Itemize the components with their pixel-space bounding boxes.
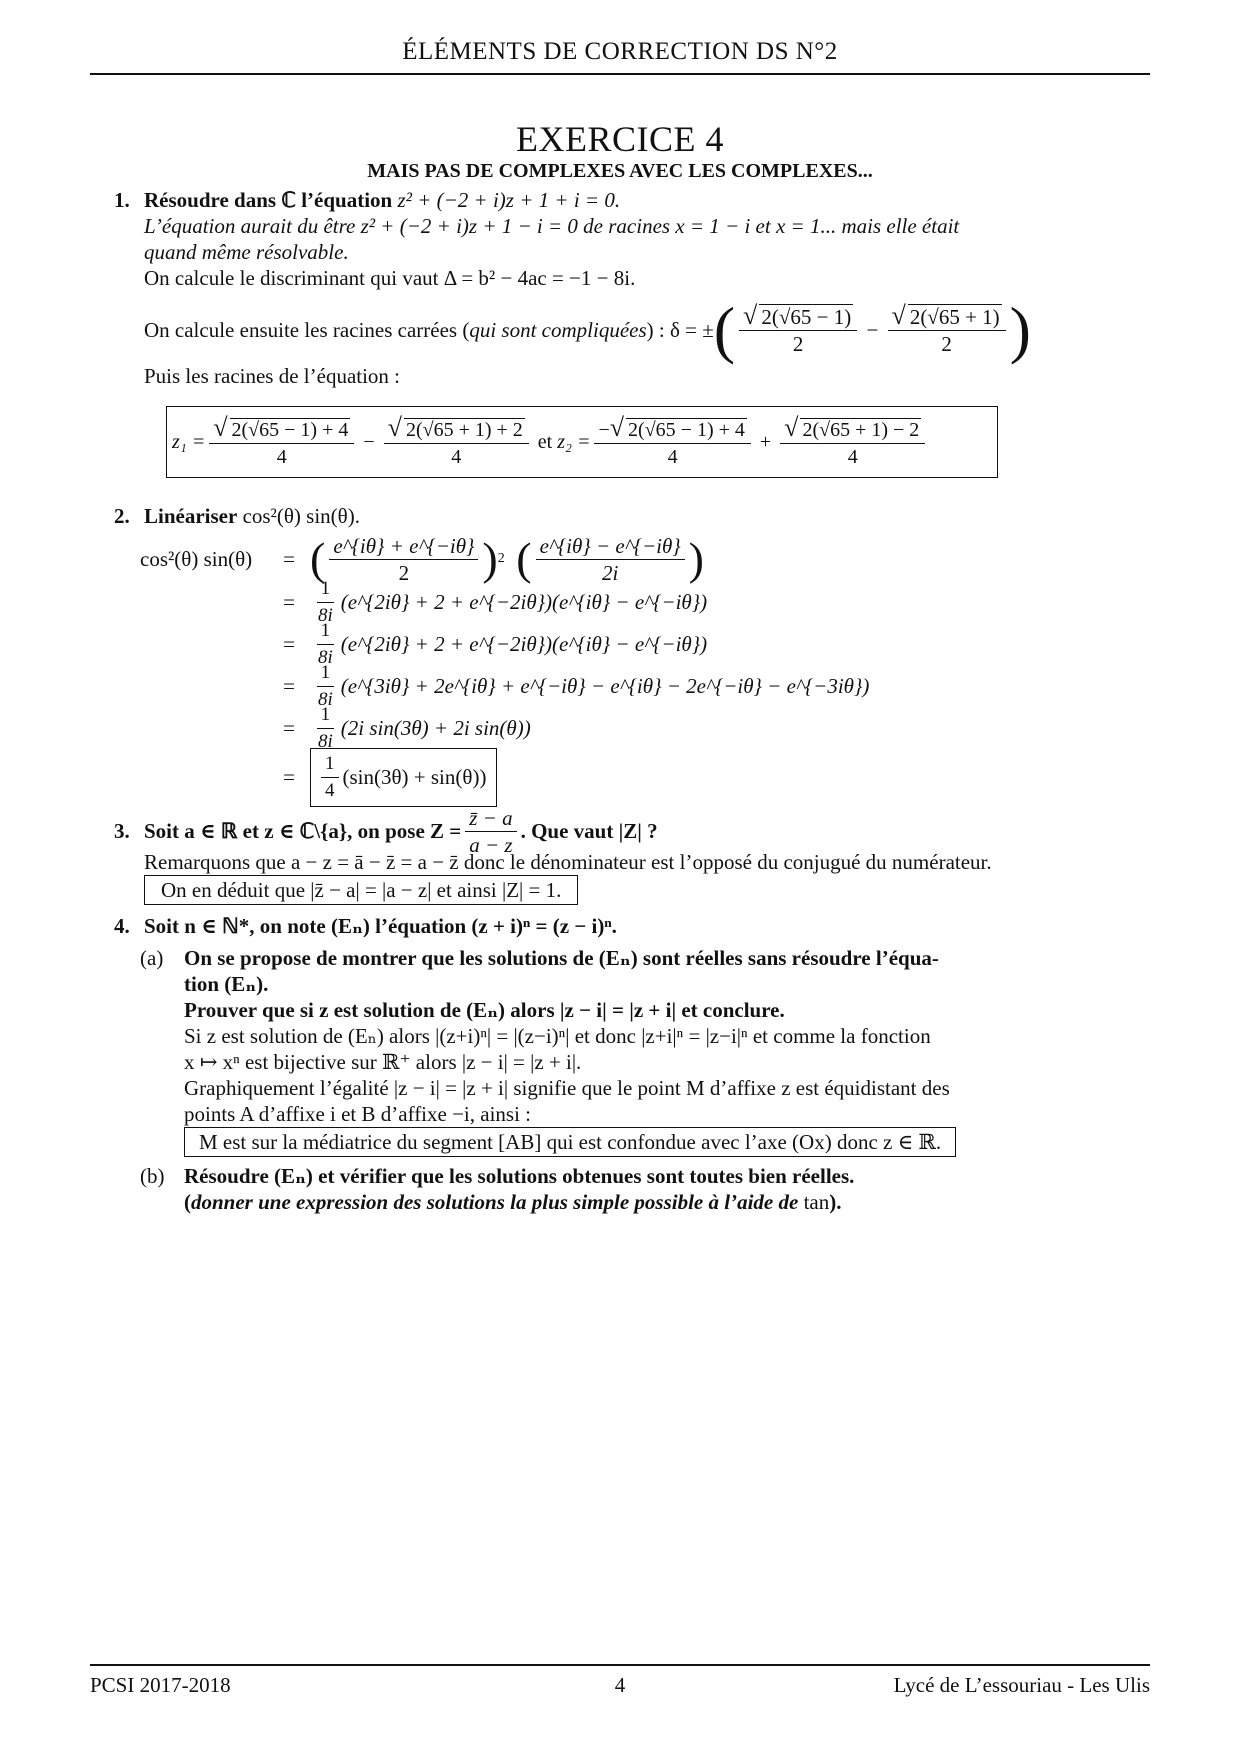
exercise-subtitle: MAIS PAS DE COMPLEXES AVEC LES COMPLEXES... bbox=[367, 160, 873, 182]
exercise-title: EXERCICE 4 bbox=[516, 119, 724, 159]
z1-fraction-2: $\frac{√ 2(√65 + 1) + 2}{4}$ bbox=[384, 415, 529, 470]
q3-conclusion-box: On en déduit que |z̄ − a| = |a − z| et ainsi |Z| = 1. bbox=[144, 876, 578, 904]
page bbox=[90, 0, 1150, 1754]
z1-fraction-1: $\frac{√ 2(√65 - 1) + 4}{4}$ bbox=[209, 415, 354, 470]
q1-note-line1: L’équation aurait du être z² + (−2 + i)z + 1 − i = 0 de racines x = 1 − i et x = 1... mais elle était bbox=[144, 214, 960, 238]
q2-final-box: $\frac{1}{4}$ (sin(3θ) + sin(θ)) bbox=[310, 748, 497, 807]
q4b-line2: (donner une expression des solutions la plus simple possible à l’aide de tan). bbox=[184, 1190, 842, 1214]
q4b-line1: (b) Résoudre (Eₙ) et vérifier que les solutions obtenues sont toutes bien réelles. bbox=[140, 1164, 855, 1188]
q4-statement: 4. Soit n ∈ ℕ*, on note (Eₙ) l’équation (z + i)ⁿ = (z − i)ⁿ. bbox=[114, 914, 617, 938]
q3-remark: Remarquons que a − z = ā − z̄ = a − z̄ donc le dénominateur est l’opposé du conjugué du numérateur. bbox=[144, 850, 992, 874]
q3-statement: 3. Soit a ∈ ℝ et z ∈ ℂ\{a}, on pose Z = $\frac{z̄ - a}{a - z}$ . Que vaut |Z| ? bbox=[114, 805, 658, 857]
q4a-line1: (a) On se propose de montrer que les solutions de (Eₙ) sont réelles sans résoudre l’équa- bbox=[140, 946, 939, 970]
q1-then: Puis les racines de l’équation : bbox=[144, 364, 401, 388]
footer-rule bbox=[90, 1664, 1150, 1666]
delta-fraction-2: $\frac{√ 2(√65 + 1)}{2}$ bbox=[888, 303, 1006, 357]
footer-page-number: 4 bbox=[614, 1673, 626, 1697]
z2-fraction-2: $\frac{√ 2(√65 + 1) - 2}{4}$ bbox=[780, 415, 925, 470]
q1-discriminant: On calcule le discriminant qui vaut Δ = b² − 4ac = −1 − 8i. bbox=[144, 266, 636, 290]
q4a-answer2: x ↦ xⁿ est bijective sur ℝ⁺ alors |z − i| = |z + i|. bbox=[184, 1050, 582, 1074]
q1-roots: z₁ = $\frac{√ 2(√65 - 1) + 4}{4}$ − $\frac{√ 2(√65 + 1) + 2}{4}$ et z₂ = $\frac{-√ 2(√65 - 1) + 4}{4}$ + $\frac{√ 2(√65 + 1) - 2}{4}$ bbox=[172, 410, 929, 474]
q4a-answer4: points A d’affixe i et B d’affixe −i, ainsi : bbox=[184, 1102, 532, 1126]
q4a-conclusion-box: M est sur la médiatrice du segment [AB] qui est confondue avec l’axe (Ox) donc z ∈ ℝ. bbox=[184, 1128, 956, 1156]
q2-line3: = $\frac{1}{8i}$ (e^{2iθ} + 2 + e^{−2iθ})(e^{iθ} − e^{−iθ}) bbox=[283, 619, 708, 668]
header-rule bbox=[90, 73, 1150, 75]
q2-line2: = $\frac{1}{8i}$ (e^{2iθ} + 2 + e^{−2iθ})(e^{iθ} − e^{−iθ}) bbox=[283, 577, 708, 626]
q2-line1: cos²(θ) sin(θ) = ( $\frac{e\^{}\{i\theta\} + e\^{}\{-i\theta\}}{2}$ ) 2 ( $\frac{e\^{}\{i\theta\} - e\^{}\{-i\theta\}}{2i}$ ) bbox=[140, 533, 704, 585]
z2-fraction-1: $\frac{-√ 2(√65 - 1) + 4}{4}$ bbox=[594, 415, 750, 470]
footer-right: Lycé de L’essouriau - Les Ulis bbox=[893, 1673, 1150, 1697]
q4a-answer1: Si z est solution de (Eₙ) alors |(z+i)ⁿ| = |(z−i)ⁿ| et donc |z+i|ⁿ = |z−i|ⁿ et comme la fonction bbox=[184, 1024, 931, 1048]
q4a-answer3: Graphiquement l’égalité |z − i| = |z + i| signifie que le point M d’affixe z est équidistant des bbox=[184, 1076, 950, 1100]
running-header: ÉLÉMENTS DE CORRECTION DS N°2 bbox=[402, 38, 838, 65]
q1-statement: 1. Résoudre dans ℂ l’équation z² + (−2 + i)z + 1 + i = 0. bbox=[114, 188, 621, 212]
q2-line4: = $\frac{1}{8i}$ (e^{3iθ} + 2e^{iθ} + e^{−iθ} − e^{iθ} − 2e^{−iθ} − e^{−3iθ}) bbox=[283, 661, 870, 710]
footer-left: PCSI 2017-2018 bbox=[90, 1673, 231, 1697]
q1-note-line2: quand même résolvable. bbox=[144, 240, 349, 264]
q4a-line2: tion (Eₙ). bbox=[184, 972, 269, 996]
q1-square-roots: On calcule ensuite les racines carrées ( qui sont compliquées ) : δ = ± ( $\frac{√ 2(√65 - 1)}{2}$ − $\frac{√ 2(√65 + 1)}{2}$ ) bbox=[144, 294, 1031, 365]
q2-line5: = $\frac{1}{8i}$ (2i sin(3θ) + 2i sin(θ)) bbox=[283, 703, 531, 752]
q2-final: = $\frac{1}{4}$ (sin(3θ) + sin(θ)) bbox=[268, 750, 497, 804]
q4a-line3: Prouver que si z est solution de (Eₙ) alors |z − i| = |z + i| et conclure. bbox=[184, 998, 785, 1022]
delta-fraction-1: $\frac{√ 2(√65 - 1)}{2}$ bbox=[739, 303, 857, 357]
q2-statement: 2. Linéariser cos²(θ) sin(θ). bbox=[114, 504, 360, 528]
